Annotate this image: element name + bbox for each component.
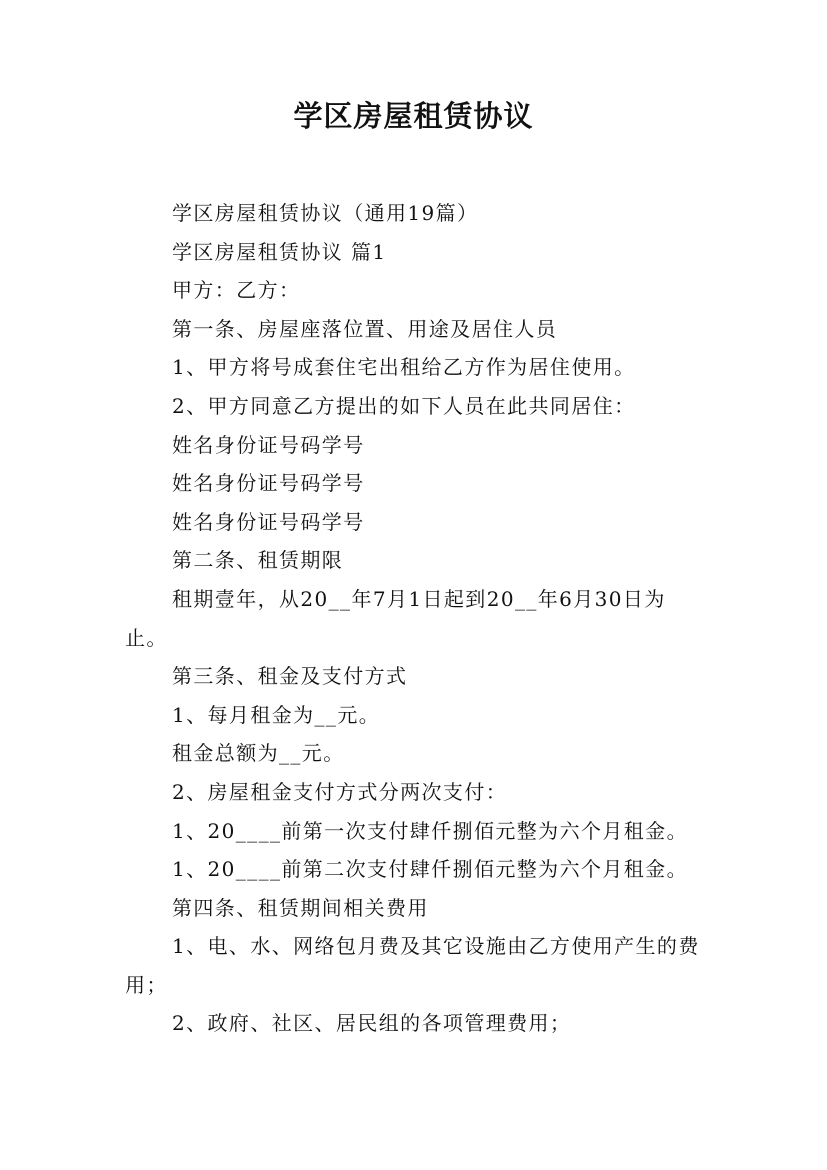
paragraph-10: 第二条、租赁期限 [172, 548, 344, 573]
document-title: 学区房屋租赁协议 [293, 99, 534, 133]
paragraph-6: 2、甲方同意乙方提出的如下人员在此共同居住： [172, 393, 636, 418]
paragraph-5: 1、甲方将号成套住宅出租给乙方作为居住使用。 [172, 355, 636, 380]
paragraph-20: 2、政府、社区、居民组的各项管理费用； [172, 1011, 572, 1036]
paragraph-15: 2、房屋租金支付方式分两次支付： [172, 779, 508, 804]
paragraph-3: 甲方：乙方： [172, 278, 301, 303]
paragraph-17: 1、20____前第二次支付肆仟捌佰元整为六个月租金。 [172, 857, 688, 882]
document-body [125, 194, 705, 1043]
paragraph-19: 1、电、水、网络包月费及其它设施由乙方使用产生的费用； [125, 934, 700, 997]
paragraph-9: 姓名身份证号码学号 [172, 509, 365, 534]
paragraph-2: 学区房屋租赁协议 篇1 [172, 239, 387, 264]
paragraph-7: 姓名身份证号码学号 [172, 432, 365, 457]
paragraph-4: 第一条、房屋座落位置、用途及居住人员 [172, 316, 558, 341]
paragraph-13: 1、每月租金为__元。 [172, 702, 381, 727]
paragraph-11: 租期壹年，从20__年7月1日起到20__年6月30日为止。 [125, 586, 666, 650]
paragraph-14: 租金总额为__元。 [172, 741, 345, 766]
paragraph-8: 姓名身份证号码学号 [172, 471, 365, 496]
paragraph-1: 学区房屋租赁协议（通用19篇） [172, 201, 479, 225]
paragraph-12: 第三条、租金及支付方式 [172, 664, 408, 689]
paragraph-16: 1、20____前第一次支付肆仟捌佰元整为六个月租金。 [172, 818, 688, 843]
paragraph-18: 第四条、租赁期间相关费用 [172, 895, 429, 920]
